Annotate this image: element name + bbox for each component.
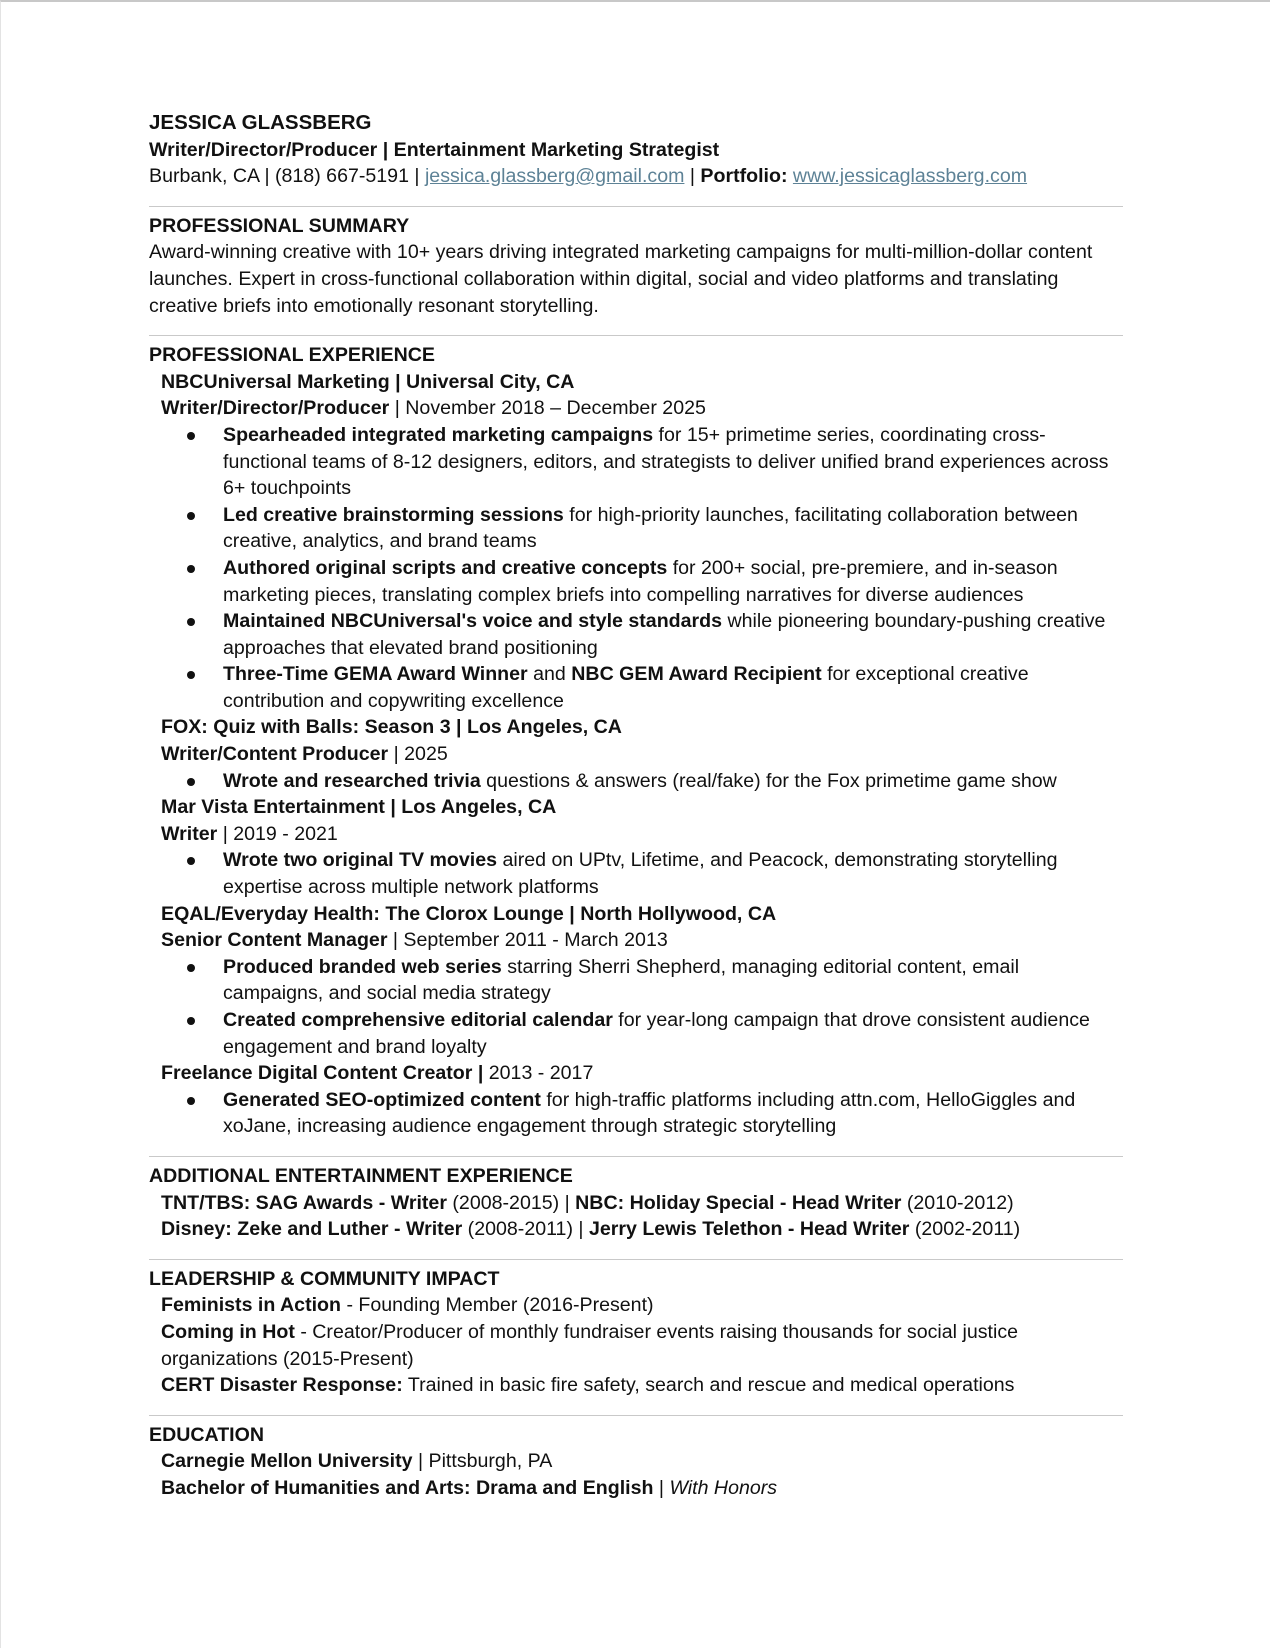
education-school: Carnegie Mellon University | Pittsburgh, PA xyxy=(161,1450,553,1473)
summary-text: Award-winning creative with 10+ years driving integrated marketing campaigns for multi-million-dollar content launches. Expert in cross-functional collaboration within digital, social and video platforms and translating creative briefs into emotionally resonant storytelling. xyxy=(149,241,1093,317)
bullet-item: Spearheaded integrated marketing campaigns for 15+ primetime series, coordinating cross-functional teams of 8-12 designers, editors, and strategists to deliver unified brand experiences across 6+ touchpoints xyxy=(149,422,1123,502)
education-degree: Bachelor of Humanities and Arts: Drama and English | With Honors xyxy=(161,1476,778,1499)
job-dates: | September 2011 - March 2013 xyxy=(387,929,668,952)
section-divider xyxy=(149,335,1123,336)
leadership-section xyxy=(149,1266,1123,1399)
honors-text: With Honors xyxy=(669,1476,778,1499)
job-dates: | 2019 - 2021 xyxy=(217,822,338,845)
bullet-item: Led creative brainstorming sessions for high-priority launches, facilitating collaboration between creative, analytics, and brand teams xyxy=(149,502,1123,555)
leadership-item: CERT Disaster Response: Trained in basic fire safety, search and rescue and medical operations xyxy=(161,1374,1015,1397)
job-bullets xyxy=(149,422,1123,715)
job-role: Writer/Director/Producer xyxy=(161,397,390,420)
job-company: FOX: Quiz with Balls: Season 3 | Los Angeles, CA xyxy=(161,716,622,739)
job-dates: 2013 - 2017 xyxy=(483,1062,594,1085)
job-role: Writer xyxy=(161,822,218,845)
job-company: Mar Vista Entertainment | Los Angeles, CA xyxy=(161,796,557,819)
leadership-item: Coming in Hot - Creator/Producer of monthly fundraiser events raising thousands for social justice organizations (2015-Present) xyxy=(161,1320,1019,1370)
email-link[interactable]: jessica.glassberg@gmail.com xyxy=(424,165,685,188)
additional-heading: ADDITIONAL ENTERTAINMENT EXPERIENCE xyxy=(149,1164,573,1187)
location-phone: Burbank, CA | (818) 667-5191 | xyxy=(149,165,425,188)
credit-line: TNT/TBS: SAG Awards - Writer (2008-2015) | NBC: Holiday Special - Head Writer (2010-2012) xyxy=(161,1191,1014,1214)
candidate-name: JESSICA GLASSBERG xyxy=(149,111,372,134)
job-role: Freelance Digital Content Creator | xyxy=(161,1062,484,1085)
bullet-item: Maintained NBCUniversal's voice and style standards while pioneering boundary-pushing creative approaches that elevated brand positioning xyxy=(149,608,1123,661)
job-dates: | 2025 xyxy=(388,743,448,766)
job-bullets xyxy=(149,1087,1123,1140)
bullet-item: Produced branded web series starring Sherri Shepherd, managing editorial content, email campaigns, and social media strategy xyxy=(149,954,1123,1007)
job-role: Writer/Content Producer xyxy=(161,743,389,766)
contact-line xyxy=(149,163,1123,190)
job-entry xyxy=(149,714,1123,767)
job-role: Senior Content Manager xyxy=(161,929,388,952)
summary-section xyxy=(149,213,1123,319)
bullet-item: Generated SEO-optimized content for high-traffic platforms including attn.com, HelloGiggles and xoJane, increasing audience engagement through strategic storytelling xyxy=(149,1087,1123,1140)
headline: Writer/Director/Producer | Entertainment Marketing Strategist xyxy=(149,138,720,161)
education-section xyxy=(149,1422,1123,1502)
contact-separator: | xyxy=(684,165,701,188)
header xyxy=(149,110,1123,190)
job-bullets xyxy=(149,768,1123,795)
job-dates: | November 2018 – December 2025 xyxy=(389,397,706,420)
bullet-item: Authored original scripts and creative concepts for 200+ social, pre-premiere, and in-season marketing pieces, translating complex briefs into compelling narratives for diverse audiences xyxy=(149,555,1123,608)
bullet-item: Wrote and researched trivia questions & answers (real/fake) for the Fox primetime game show xyxy=(149,768,1123,795)
additional-section xyxy=(149,1163,1123,1243)
education-heading: EDUCATION xyxy=(149,1423,265,1446)
section-divider xyxy=(149,1156,1123,1157)
job-entry xyxy=(149,901,1123,954)
experience-heading: PROFESSIONAL EXPERIENCE xyxy=(149,344,435,367)
leadership-item: Feminists in Action - Founding Member (2016-Present) xyxy=(161,1294,654,1317)
bullet-item: Wrote two original TV movies aired on UPtv, Lifetime, and Peacock, demonstrating storytelling expertise across multiple network platforms xyxy=(149,847,1123,900)
job-company: EQAL/Everyday Health: The Clorox Lounge | North Hollywood, CA xyxy=(161,902,777,925)
job-company: NBCUniversal Marketing | Universal City, CA xyxy=(161,370,575,393)
job-entry xyxy=(149,1060,1123,1087)
portfolio-link[interactable]: www.jessicaglassberg.com xyxy=(792,165,1028,188)
job-entry xyxy=(149,369,1123,422)
credit-line: Disney: Zeke and Luther - Writer (2008-2011) | Jerry Lewis Telethon - Head Writer (2002-2011) xyxy=(161,1218,1021,1241)
leadership-heading: LEADERSHIP & COMMUNITY IMPACT xyxy=(149,1267,500,1290)
job-entry xyxy=(149,794,1123,847)
job-bullets xyxy=(149,847,1123,900)
section-divider xyxy=(149,1259,1123,1260)
section-divider xyxy=(149,206,1123,207)
resume-document xyxy=(149,110,1123,1502)
portfolio-label: Portfolio: xyxy=(700,165,788,188)
bullet-item: Three-Time GEMA Award Winner and NBC GEM Award Recipient for exceptional creative contribution and copywriting excellence xyxy=(149,661,1123,714)
section-divider xyxy=(149,1415,1123,1416)
bullet-item: Created comprehensive editorial calendar for year-long campaign that drove consistent audience engagement and brand loyalty xyxy=(149,1007,1123,1060)
job-bullets xyxy=(149,954,1123,1060)
summary-heading: PROFESSIONAL SUMMARY xyxy=(149,214,410,237)
experience-section xyxy=(149,342,1123,1140)
